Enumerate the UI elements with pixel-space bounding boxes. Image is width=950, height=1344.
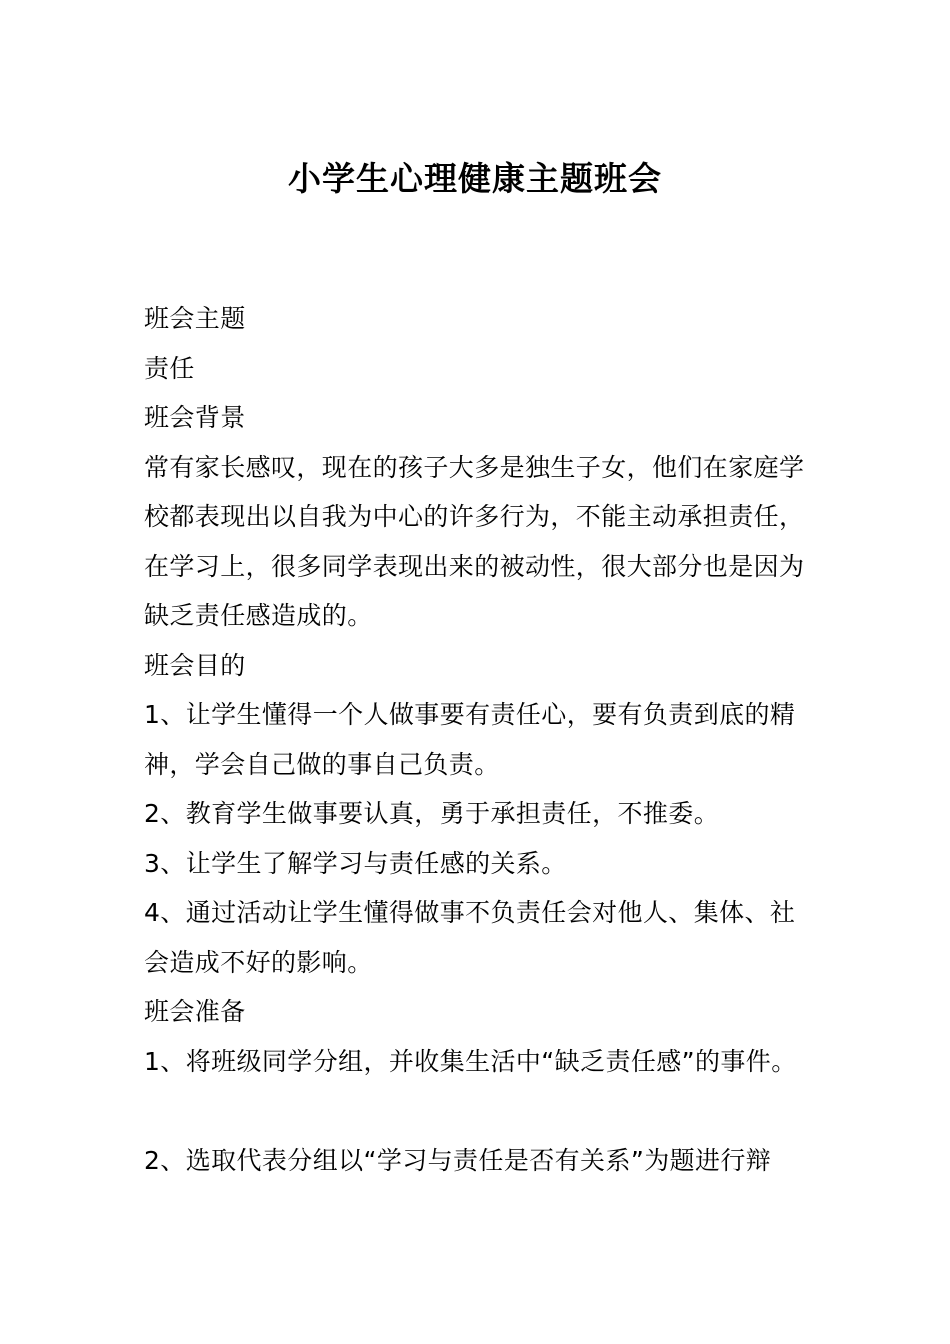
list-item-purpose-1: 1、让学生懂得一个人做事要有责任心，要有负责到底的精神，学会自己做的事自己负责。	[144, 700, 796, 779]
section-heading-theme: 班会主题	[144, 304, 246, 333]
list-item-purpose-2: 2、教育学生做事要认真，勇于承担责任，不推委。	[144, 799, 720, 828]
list-item-purpose-4: 4、通过活动让学生懂得做事不负责任会对他人、集体、社会造成不好的影响。	[144, 898, 796, 977]
document-title: 小学生心理健康主题班会	[288, 159, 662, 198]
document-body	[144, 294, 816, 1185]
list-item-preparation-1: 1、将班级同学分组，并收集生活中“缺乏责任感”的事件。	[144, 1046, 797, 1076]
list-item-preparation-2: 2、选取代表分组以“学习与责任是否有关系”为题进行辩	[144, 1145, 772, 1175]
list-item-purpose-3: 3、让学生了解学习与责任感的关系。	[144, 848, 567, 878]
paragraph-background: 常有家长感叹，现在的孩子大多是独生子女，他们在家庭学校都表现出以自我为中心的许多行为，不能主动承担责任，在学习上，很多同学表现出来的被动性，很大部分也是因为缺乏责任感造成的。	[144, 452, 805, 630]
section-heading-purpose: 班会目的	[144, 650, 246, 680]
section-heading-preparation: 班会准备	[144, 997, 246, 1026]
paragraph-theme: 责任	[144, 353, 195, 383]
section-heading-background: 班会背景	[144, 403, 246, 432]
